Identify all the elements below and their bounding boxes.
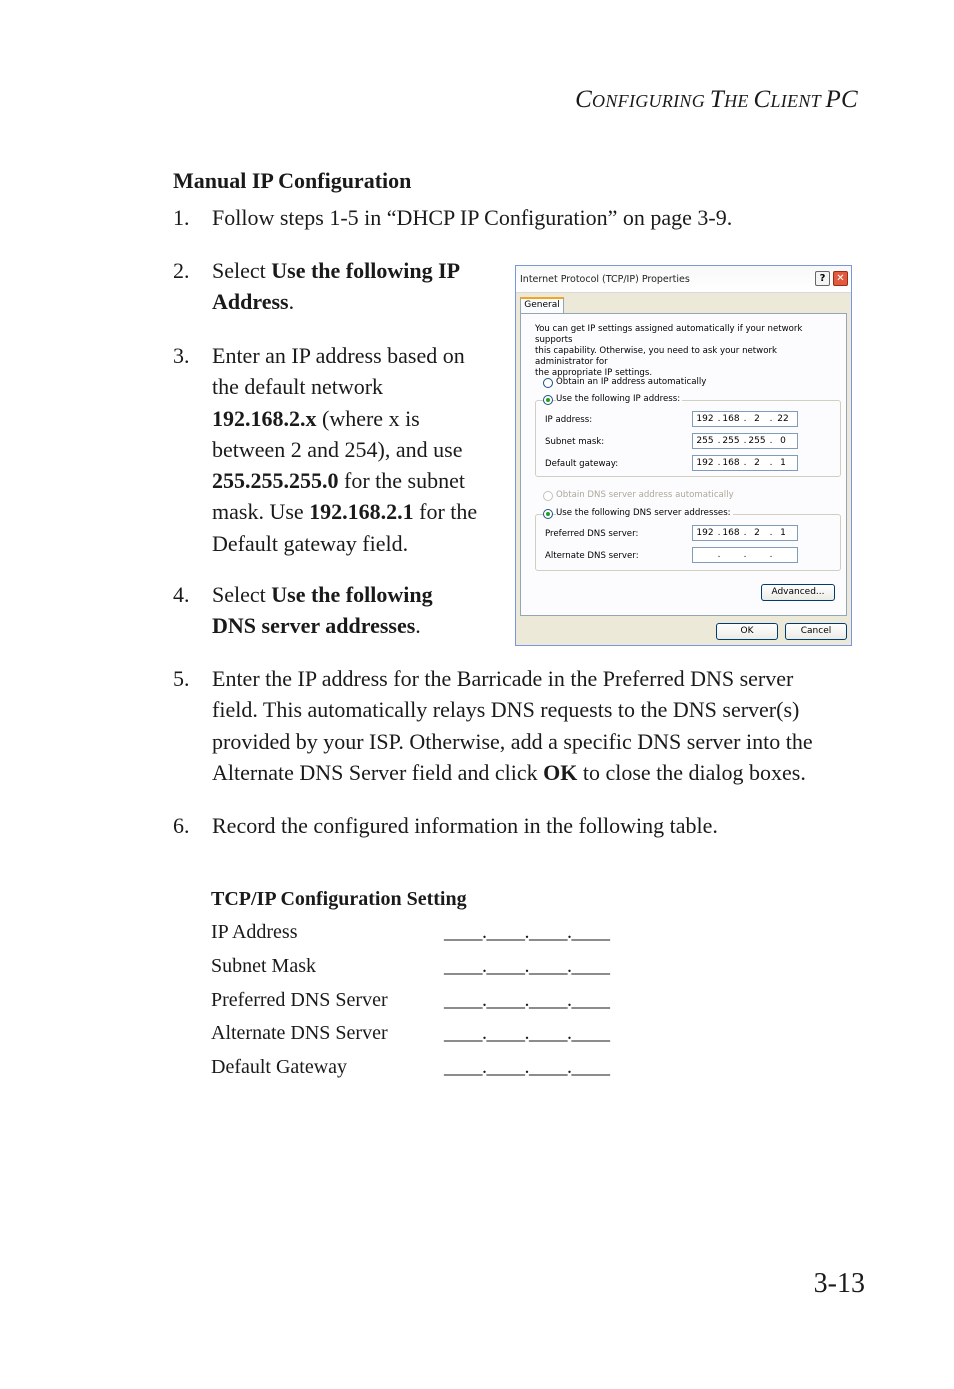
step-2 [173,255,503,319]
octet: 168 [722,414,740,424]
step-text [212,340,477,559]
subnet-mask-label: Subnet mask: [545,437,605,447]
octet: 2 [754,414,760,424]
step-text [212,255,460,318]
dialog-description [535,324,835,379]
text-run: mask. Use [212,499,310,525]
radio-use-following-ip[interactable] [543,395,553,405]
octet: 255 [748,436,766,446]
table-row-label: IP Address [211,921,298,943]
text-line: field. This automatically relays DNS requests to the DNS server(s) [212,697,800,723]
octet: 192 [696,528,714,538]
general-tab-panel [520,313,847,616]
table-row-blank: ____.____.____.____ [444,955,610,977]
step-number: 5. [173,666,190,691]
alternate-dns-label: Alternate DNS server: [545,551,639,561]
octet-dot: . [769,528,773,538]
radio-label: Use the following DNS server addresses: [556,508,731,518]
octet-dot: . [717,414,721,424]
ok-button[interactable]: OK [716,623,778,640]
step-number: 1. [173,205,190,230]
bold-run: DNS server addresses [212,613,416,639]
octet: 0 [780,436,786,446]
octet: 255 [696,436,714,446]
radio-obtain-ip-auto[interactable] [543,378,553,388]
description-line: You can get IP settings assigned automatically if your network supports [535,324,803,345]
close-icon[interactable]: ✕ [833,271,848,286]
octet-dot: . [717,458,721,468]
bold-run: 192.168.2.1 [309,499,414,525]
table-row-label: Subnet Mask [211,955,316,977]
step-number: 6. [173,813,190,838]
octet-dot: . [743,436,747,446]
text-line: Enter an IP address based on [212,343,465,368]
text-run: (where x is [316,405,420,431]
dialog-titlebar [516,266,851,293]
advanced-button[interactable]: Advanced... [761,584,835,601]
section-title: Manual IP Configuration [173,168,412,193]
bold-run: 255.255.255.0 [212,468,339,494]
header-part: PC [825,86,858,113]
text-run: for the subnet [338,468,465,494]
radio-label: Obtain DNS server address automatically [556,490,734,500]
radio-label: Use the following IP address: [556,394,681,404]
default-gateway-field[interactable] [692,455,798,471]
octet-dot: . [769,436,773,446]
octet: 255 [722,436,740,446]
octet-dot: . [743,414,747,424]
octet: 168 [722,528,740,538]
octet-dot: . [743,550,747,560]
bold-run: OK [543,759,578,785]
header-part: T [709,86,725,113]
step-text [212,579,433,642]
preferred-dns-field[interactable] [692,525,798,541]
octet: 192 [696,458,714,468]
step-text: Record the configured information in the following table. [212,813,718,838]
description-line: the appropriate IP settings. [535,368,653,378]
table-row-blank: ____.____.____.____ [444,1022,610,1044]
table-row-blank: ____.____.____.____ [444,989,610,1011]
tab-general[interactable]: General [520,297,564,313]
header-part: HE [724,91,754,111]
text-line: Default gateway field. [212,530,409,556]
octet-dot: . [769,414,773,424]
cancel-button[interactable]: Cancel [785,623,847,640]
ip-address-field[interactable] [692,411,798,427]
bold-run: 192.168.2.x [212,405,317,431]
octet-dot: . [769,458,773,468]
text-run: Select [212,582,272,607]
step-text: Follow steps 1-5 in “DHCP IP Configuration” on page 3-9. [212,205,733,230]
octet: 22 [777,414,789,424]
default-gateway-label: Default gateway: [545,459,619,469]
octet: 2 [754,528,760,538]
octet: 1 [780,528,786,538]
subnet-mask-field[interactable] [692,433,798,449]
bold-run: Address [212,289,289,315]
table-row-blank: ____.____.____.____ [444,1056,610,1078]
header-part: ONFIGURING [592,91,710,111]
table-row-label: Default Gateway [211,1056,348,1078]
bold-run: Use the following IP [271,258,461,283]
description-line: this capability. Otherwise, you need to ask your network administrator for [535,346,777,367]
dialog-title: Internet Protocol (TCP/IP) Properties [520,274,690,285]
table-row-blank: ____.____.____.____ [444,921,610,943]
octet-dot: . [743,528,747,538]
step-number: 3. [173,343,190,368]
page-number: 3-13 [813,1268,865,1299]
text-run: Alternate DNS Server field and click [212,759,544,785]
preferred-dns-label: Preferred DNS server: [545,529,639,539]
step-3 [173,340,503,562]
octet-dot: . [743,458,747,468]
table-row-label: Alternate DNS Server [211,1022,388,1044]
help-icon[interactable]: ? [815,271,830,286]
text-run: Select [212,258,272,283]
radio-use-following-dns[interactable] [543,509,553,519]
alternate-dns-field[interactable] [692,547,798,563]
bold-run: Use the following [271,582,433,607]
header-part: C [753,86,771,113]
octet: 192 [696,414,714,424]
step-text [212,663,813,788]
ip-address-label: IP address: [545,415,593,425]
text-line: Enter the IP address for the Barricade in the Preferred DNS server [212,666,794,691]
header-part: LIENT [770,91,826,111]
octet: 2 [754,458,760,468]
radio-label: Obtain an IP address automatically [556,377,707,387]
text-line: the default network [212,374,384,400]
octet: 168 [722,458,740,468]
octet-dot: . [717,528,721,538]
octet-dot: . [769,550,773,560]
running-header [575,86,858,114]
radio-obtain-dns-auto[interactable] [543,491,553,501]
text-line: provided by your ISP. Otherwise, add a specific DNS server into the [212,728,813,754]
table-row-label: Preferred DNS Server [211,989,388,1011]
step-4 [173,579,503,643]
table-title: TCP/IP Configuration Setting [211,888,467,910]
text-run: to close the dialog boxes. [577,759,806,785]
text-run: . [415,613,421,639]
octet-dot: . [717,436,721,446]
octet: 1 [780,458,786,468]
tcpip-properties-dialog [515,265,852,646]
header-part: C [575,86,593,113]
step-number: 4. [173,582,190,607]
step-5 [173,663,873,791]
text-run: . [288,289,295,315]
step-number: 2. [173,258,190,283]
text-run: for the [413,499,478,525]
octet-dot: . [717,550,721,560]
text-line: between 2 and 254), and use [212,436,463,462]
